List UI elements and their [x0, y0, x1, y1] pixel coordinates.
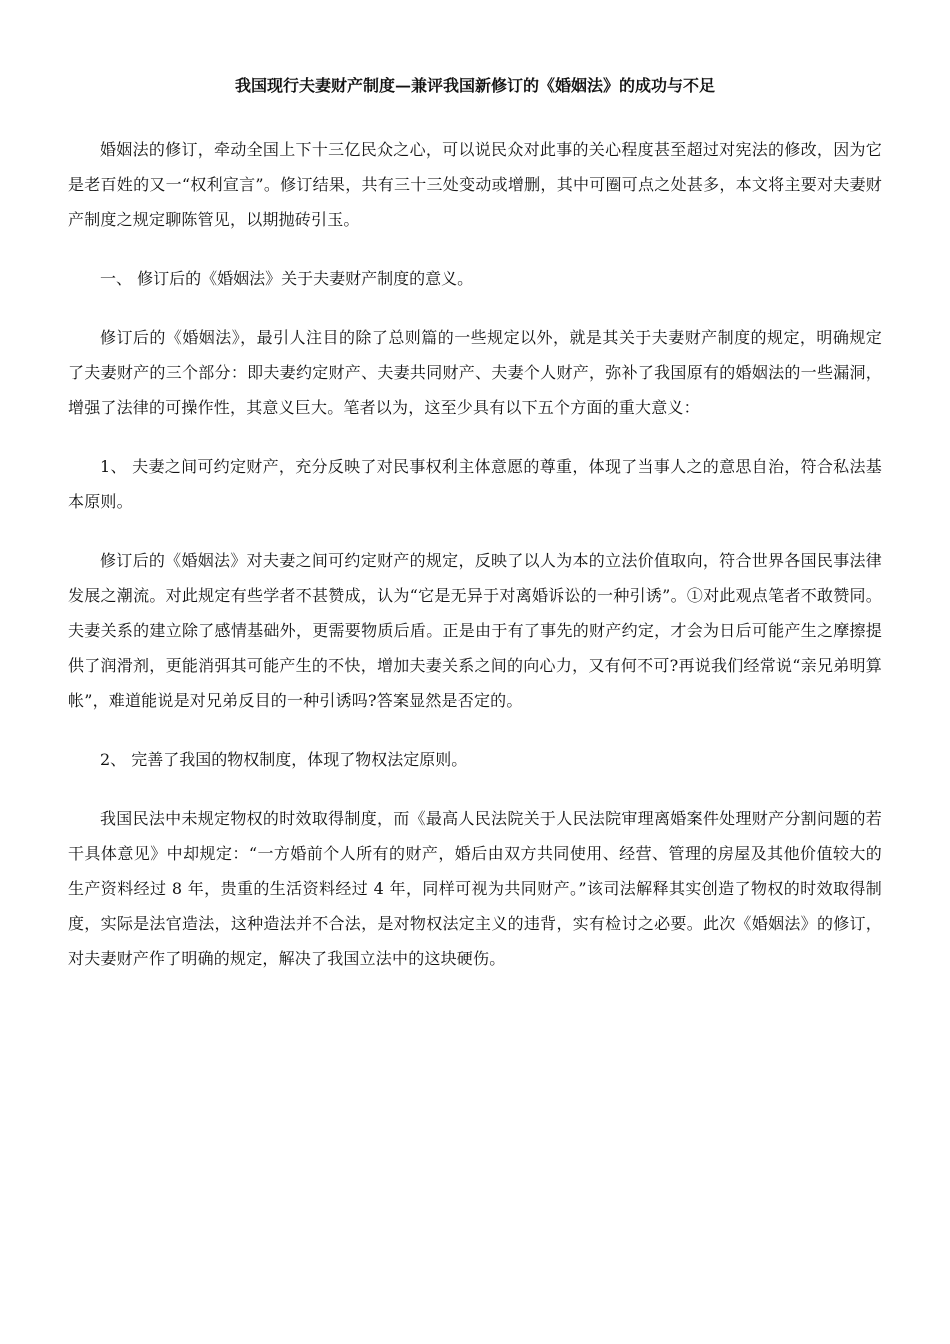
- point-1-heading: 1、 夫妻之间可约定财产，充分反映了对民事权利主体意愿的尊重，体现了当事人之的意思自治，符合私法基本原则。: [68, 457, 882, 511]
- paragraph-agreed-property: 修订后的《婚姻法》对夫妻之间可约定财产的规定，反映了以人为本的立法价值取向，符合世界各国民事法律发展之潮流。对此规定有些学者不甚赞成，认为“它是无异于对离婚诉讼的一种引诱”。①对此观点笔者不敢赞同。夫妻关系的建立除了感情基础外，更需要物质后盾。正是由于有了事先的财产约定，才会为日后可能产生之摩擦提供了润滑剂，更能消弭其可能产生的不快，增加夫妻关系之间的向心力，又有何不可?再说我们经常说“亲兄弟明算帐”，难道能说是对兄弟反目的一种引诱吗?答案显然是否定的。: [68, 551, 882, 710]
- document-title: 我国现行夫妻财产制度—兼评我国新修订的《婚姻法》的成功与不足: [234, 76, 715, 95]
- point-2-heading: 2、 完善了我国的物权制度，体现了物权法定原则。: [100, 750, 468, 769]
- paragraph-significance: 修订后的《婚姻法》，最引人注目的除了总则篇的一些规定以外，就是其关于夫妻财产制度的规定，明确规定了夫妻财产的三个部分：即夫妻约定财产、夫妻共同财产、夫妻个人财产，弥补了我国原有的婚姻法的一些漏洞，增强了法律的可操作性，其意义巨大。笔者以为，这至少具有以下五个方面的重大意义：: [68, 328, 882, 417]
- paragraph-property-rights: 我国民法中未规定物权的时效取得制度，而《最高人民法院关于人民法院审理离婚案件处理财产分割问题的若干具体意见》中却规定：“一方婚前个人所有的财产，婚后由双方共同使用、经营、管理的房屋及其他价值较大的生产资料经过 8 年，贵重的生活资料经过 4 年，同样可视为共同财产。”该司法解释其实创造了物权的时效取得制度，实际是法官造法，这种造法并不合法，是对物权法定主义的违背，实有检讨之必要。此次《婚姻法》的修订，对夫妻财产作了明确的规定，解决了我国立法中的这块硬伤。: [68, 809, 882, 968]
- paragraph-intro: 婚姻法的修订，牵动全国上下十三亿民众之心，可以说民众对此事的关心程度甚至超过对宪法的修改，因为它是老百姓的又一“权利宣言”。修订结果，共有三十三处变动或增删，其中可圈可点之处甚多，本文将主要对夫妻财产制度之规定聊陈管见，以期抛砖引玉。: [68, 140, 882, 229]
- section-heading-1: 一、 修订后的《婚姻法》关于夫妻财产制度的意义。: [100, 269, 474, 288]
